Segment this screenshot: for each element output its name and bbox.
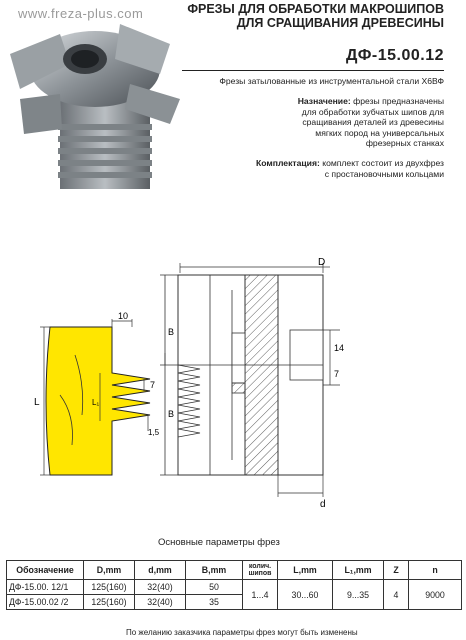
- col-L1: L₁,mm: [333, 561, 384, 580]
- cutter-teeth-profile: [160, 275, 200, 475]
- purpose-block: [214, 96, 444, 149]
- cell-L1: 9...35: [333, 580, 384, 610]
- dim-L-label: L: [34, 397, 40, 408]
- purpose-text-3: сращивания деталей из древесины: [302, 117, 444, 127]
- dim-B-bottom-label: B: [168, 409, 175, 419]
- kit-text-2: с простановочными кольцами: [324, 168, 444, 179]
- title-line-1: ФРЕЗЫ ДЛЯ ОБРАБОТКИ МАКРОШИПОВ: [187, 2, 444, 16]
- cell-spikes: 1...4: [243, 580, 278, 610]
- cell-L: 30...60: [278, 580, 333, 610]
- col-d: d,mm: [135, 561, 186, 580]
- dim-D-label: D: [318, 257, 326, 268]
- purpose-text-4: мягких пород на универсальных: [315, 127, 444, 138]
- watermark: www.freza-plus.com: [18, 6, 144, 21]
- dim-B-top-label: B: [168, 327, 175, 337]
- col-B: B,mm: [186, 561, 243, 580]
- table-header-row: [7, 561, 462, 580]
- purpose-text-5: фрезерных станках: [365, 138, 444, 148]
- kit-text-1: комплект состоит из двухфрез: [322, 158, 444, 168]
- kit-label: Комплектация:: [256, 158, 320, 168]
- cell-B: 35: [186, 595, 243, 610]
- cell-B: 50: [186, 580, 243, 595]
- cell-D: 125(160): [84, 595, 135, 610]
- col-n: n: [409, 561, 462, 580]
- product-code: ДФ-15.00.12: [346, 47, 444, 64]
- dim-14-label: 14: [334, 343, 345, 353]
- table-caption: Основные параметры фрез: [158, 537, 280, 548]
- purpose-text-1: фрезы предназначены: [353, 96, 444, 106]
- cell-designation: ДФ-15.00.02 /2: [7, 595, 84, 610]
- footer-note: По желанию заказчика параметры фрез могут быть изменены: [126, 628, 358, 637]
- kit-block: [194, 158, 444, 179]
- parameters-table: [6, 560, 462, 610]
- page-title: [164, 2, 444, 30]
- cell-designation: ДФ-15.00. 12/1: [7, 580, 84, 595]
- technical-drawing: [0, 245, 466, 530]
- dim-L1-label: L₁: [92, 398, 100, 407]
- col-designation: Обозначение: [7, 561, 84, 580]
- dim-7-left-label: 7: [150, 380, 156, 390]
- cutter-section: [178, 275, 323, 475]
- purpose-label: Назначение:: [297, 96, 351, 106]
- code-underline: [182, 70, 444, 71]
- dim-7-right-label: 7: [334, 369, 340, 379]
- cell-d: 32(40): [135, 595, 186, 610]
- dim-10-label: 10: [118, 311, 129, 321]
- col-L: L,mm: [278, 561, 333, 580]
- cell-D: 125(160): [84, 580, 135, 595]
- table-row: [7, 580, 462, 595]
- purpose-text-2: для обработки зубчатых шипов для: [301, 106, 444, 117]
- dim-d-label: d: [320, 499, 326, 510]
- col-spikes: колич. шипов: [243, 561, 278, 580]
- cell-n: 9000: [409, 580, 462, 610]
- col-Z: Z: [384, 561, 409, 580]
- col-D: D,mm: [84, 561, 135, 580]
- description: Фрезы затылованные из инструментальной стали Х6ВФ: [219, 76, 444, 86]
- title-line-2: ДЛЯ СРАЩИВАНИЯ ДРЕВЕСИНЫ: [236, 16, 444, 30]
- cutter-photo: [0, 14, 180, 194]
- dim-15-label: 1,5: [148, 428, 160, 437]
- cell-Z: 4: [384, 580, 409, 610]
- cell-d: 32(40): [135, 580, 186, 595]
